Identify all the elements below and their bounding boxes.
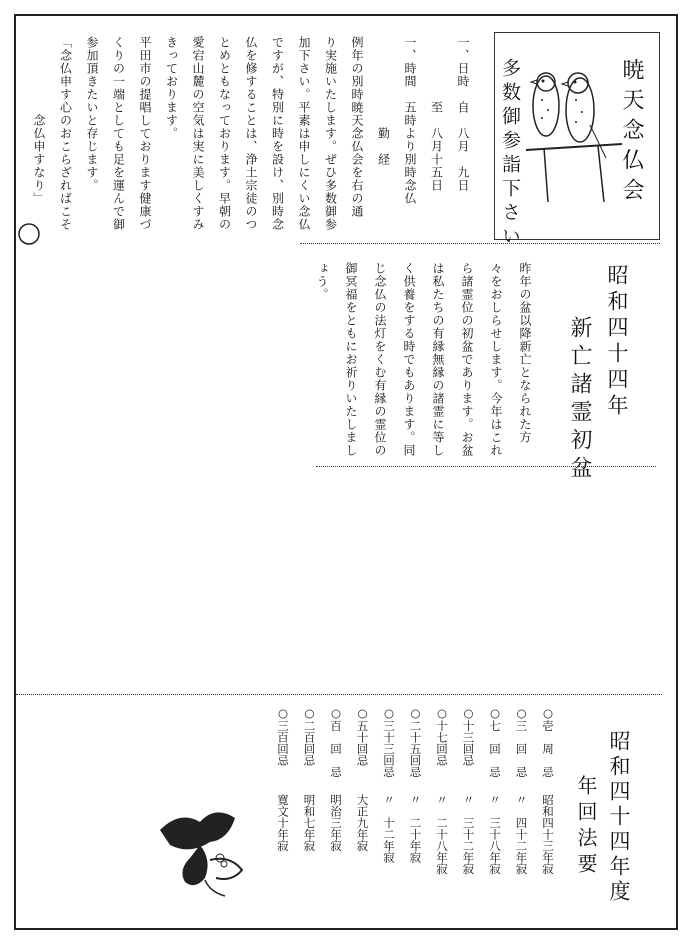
memorial-table xyxy=(260,706,560,906)
memorial-name: ○百 回 忌 xyxy=(329,706,343,778)
memorial-name: ○三十三回忌 xyxy=(382,706,396,778)
memorial-year: 昭和四十三年寂 xyxy=(541,794,555,875)
text-column: 至 八月十五日 xyxy=(429,36,444,192)
text-column: 仏を修することは、浄土宗徒のつ xyxy=(244,36,258,231)
memorial-year: 〃 十二年寂 xyxy=(382,794,396,863)
memorial-name: ○五十回忌 xyxy=(355,706,370,766)
memorial-name: ○三 回 忌 xyxy=(514,706,529,778)
bottom-year: 昭和四十四年度 xyxy=(607,730,631,905)
memorial-year: 大正九年寂 xyxy=(355,794,370,852)
notice-title: 暁天念仏会 xyxy=(619,58,644,208)
memorial-name: ○十七回忌 xyxy=(435,706,449,766)
memorial-year: 〃 二十八年寂 xyxy=(435,794,449,875)
text-column: 参加頂きたいと存じます。 xyxy=(85,36,99,192)
separator xyxy=(300,243,660,244)
memorial-name: ○三百回忌 xyxy=(276,706,290,766)
text-column: きっております。 xyxy=(164,36,179,140)
memorial-name: ○二十五回忌 xyxy=(408,706,423,778)
memorial-year: 明治三年寂 xyxy=(329,794,343,852)
text-column: り実施いたします。ぜひ多数御参 xyxy=(323,36,338,231)
text-column: 一、日時 自 八月 九日 xyxy=(456,36,470,192)
memorial-year: 〃 三十八年寂 xyxy=(488,794,502,875)
text-column: ですが、特別に時を設け、別時念 xyxy=(270,36,285,231)
memorial-year: 〃 三十二年寂 xyxy=(461,794,476,875)
memorial-year: 〃 二十年寂 xyxy=(408,794,423,863)
top-body xyxy=(20,36,480,241)
memorial-name: ○十三回忌 xyxy=(461,706,476,766)
memorial-year: 寛文十年寂 xyxy=(276,794,290,852)
memorial-year: 〃 四十二年寂 xyxy=(514,794,529,875)
invite-text: 多数御参詣下さい xyxy=(499,58,521,250)
text-column: 愛宕山麓の空気は実に美しくすみ xyxy=(191,36,205,231)
middle-body xyxy=(300,262,540,467)
memorial-year: 明和七年寂 xyxy=(302,794,317,852)
bottom-title: 年回法要 xyxy=(574,775,598,879)
memorial-name: ○二百回忌 xyxy=(302,706,317,766)
middle-title: 新亡諸霊初盆 xyxy=(567,316,592,484)
text-column: 加下さい。平素は申しにくい念仏 xyxy=(297,36,311,231)
text-column: 御冥福をともにお祈りいたしまし xyxy=(344,262,358,457)
text-column: ょう。 xyxy=(315,262,329,301)
text-column: くりの一端としても足を運んで御 xyxy=(111,36,126,231)
text-column: 例年の別時暁天念仏会を右の通 xyxy=(350,36,364,218)
middle-year: 昭和四十四年 xyxy=(605,264,629,420)
text-column: 「念仏申す心のおこらざればこそ xyxy=(58,36,73,231)
text-column: 昨年の盆以降新亡となられた方 xyxy=(518,262,532,444)
text-column: 念仏申すなり」 xyxy=(32,36,46,205)
text-column: ら諸霊位の初盆であります。お盆 xyxy=(460,262,474,457)
separator xyxy=(316,466,656,467)
text-column: じ念仏の法灯をくむ有縁の霊位の xyxy=(373,262,387,457)
text-column: く供養をする時でもあります。同 xyxy=(402,262,416,457)
text-column: 勤 経 xyxy=(376,36,391,166)
text-column: は私たちの有縁無縁の諸霊に等し xyxy=(431,262,445,457)
text-column: 々をおしらせします。今年はこれ xyxy=(489,262,503,457)
text-column: 平田市の提唱しております健康づ xyxy=(138,36,152,231)
circle-mark-icon xyxy=(16,222,42,246)
text-column: 一、時間 五時より別時念仏 xyxy=(403,36,417,205)
two-birds-icon xyxy=(520,70,630,205)
memorial-name: ○七 回 忌 xyxy=(488,706,502,778)
separator xyxy=(16,694,662,695)
memorial-name: ○壱 周 忌 xyxy=(541,706,555,778)
text-column: とめともなっております。早朝の xyxy=(217,36,232,231)
morning-glory-icon xyxy=(150,800,260,900)
